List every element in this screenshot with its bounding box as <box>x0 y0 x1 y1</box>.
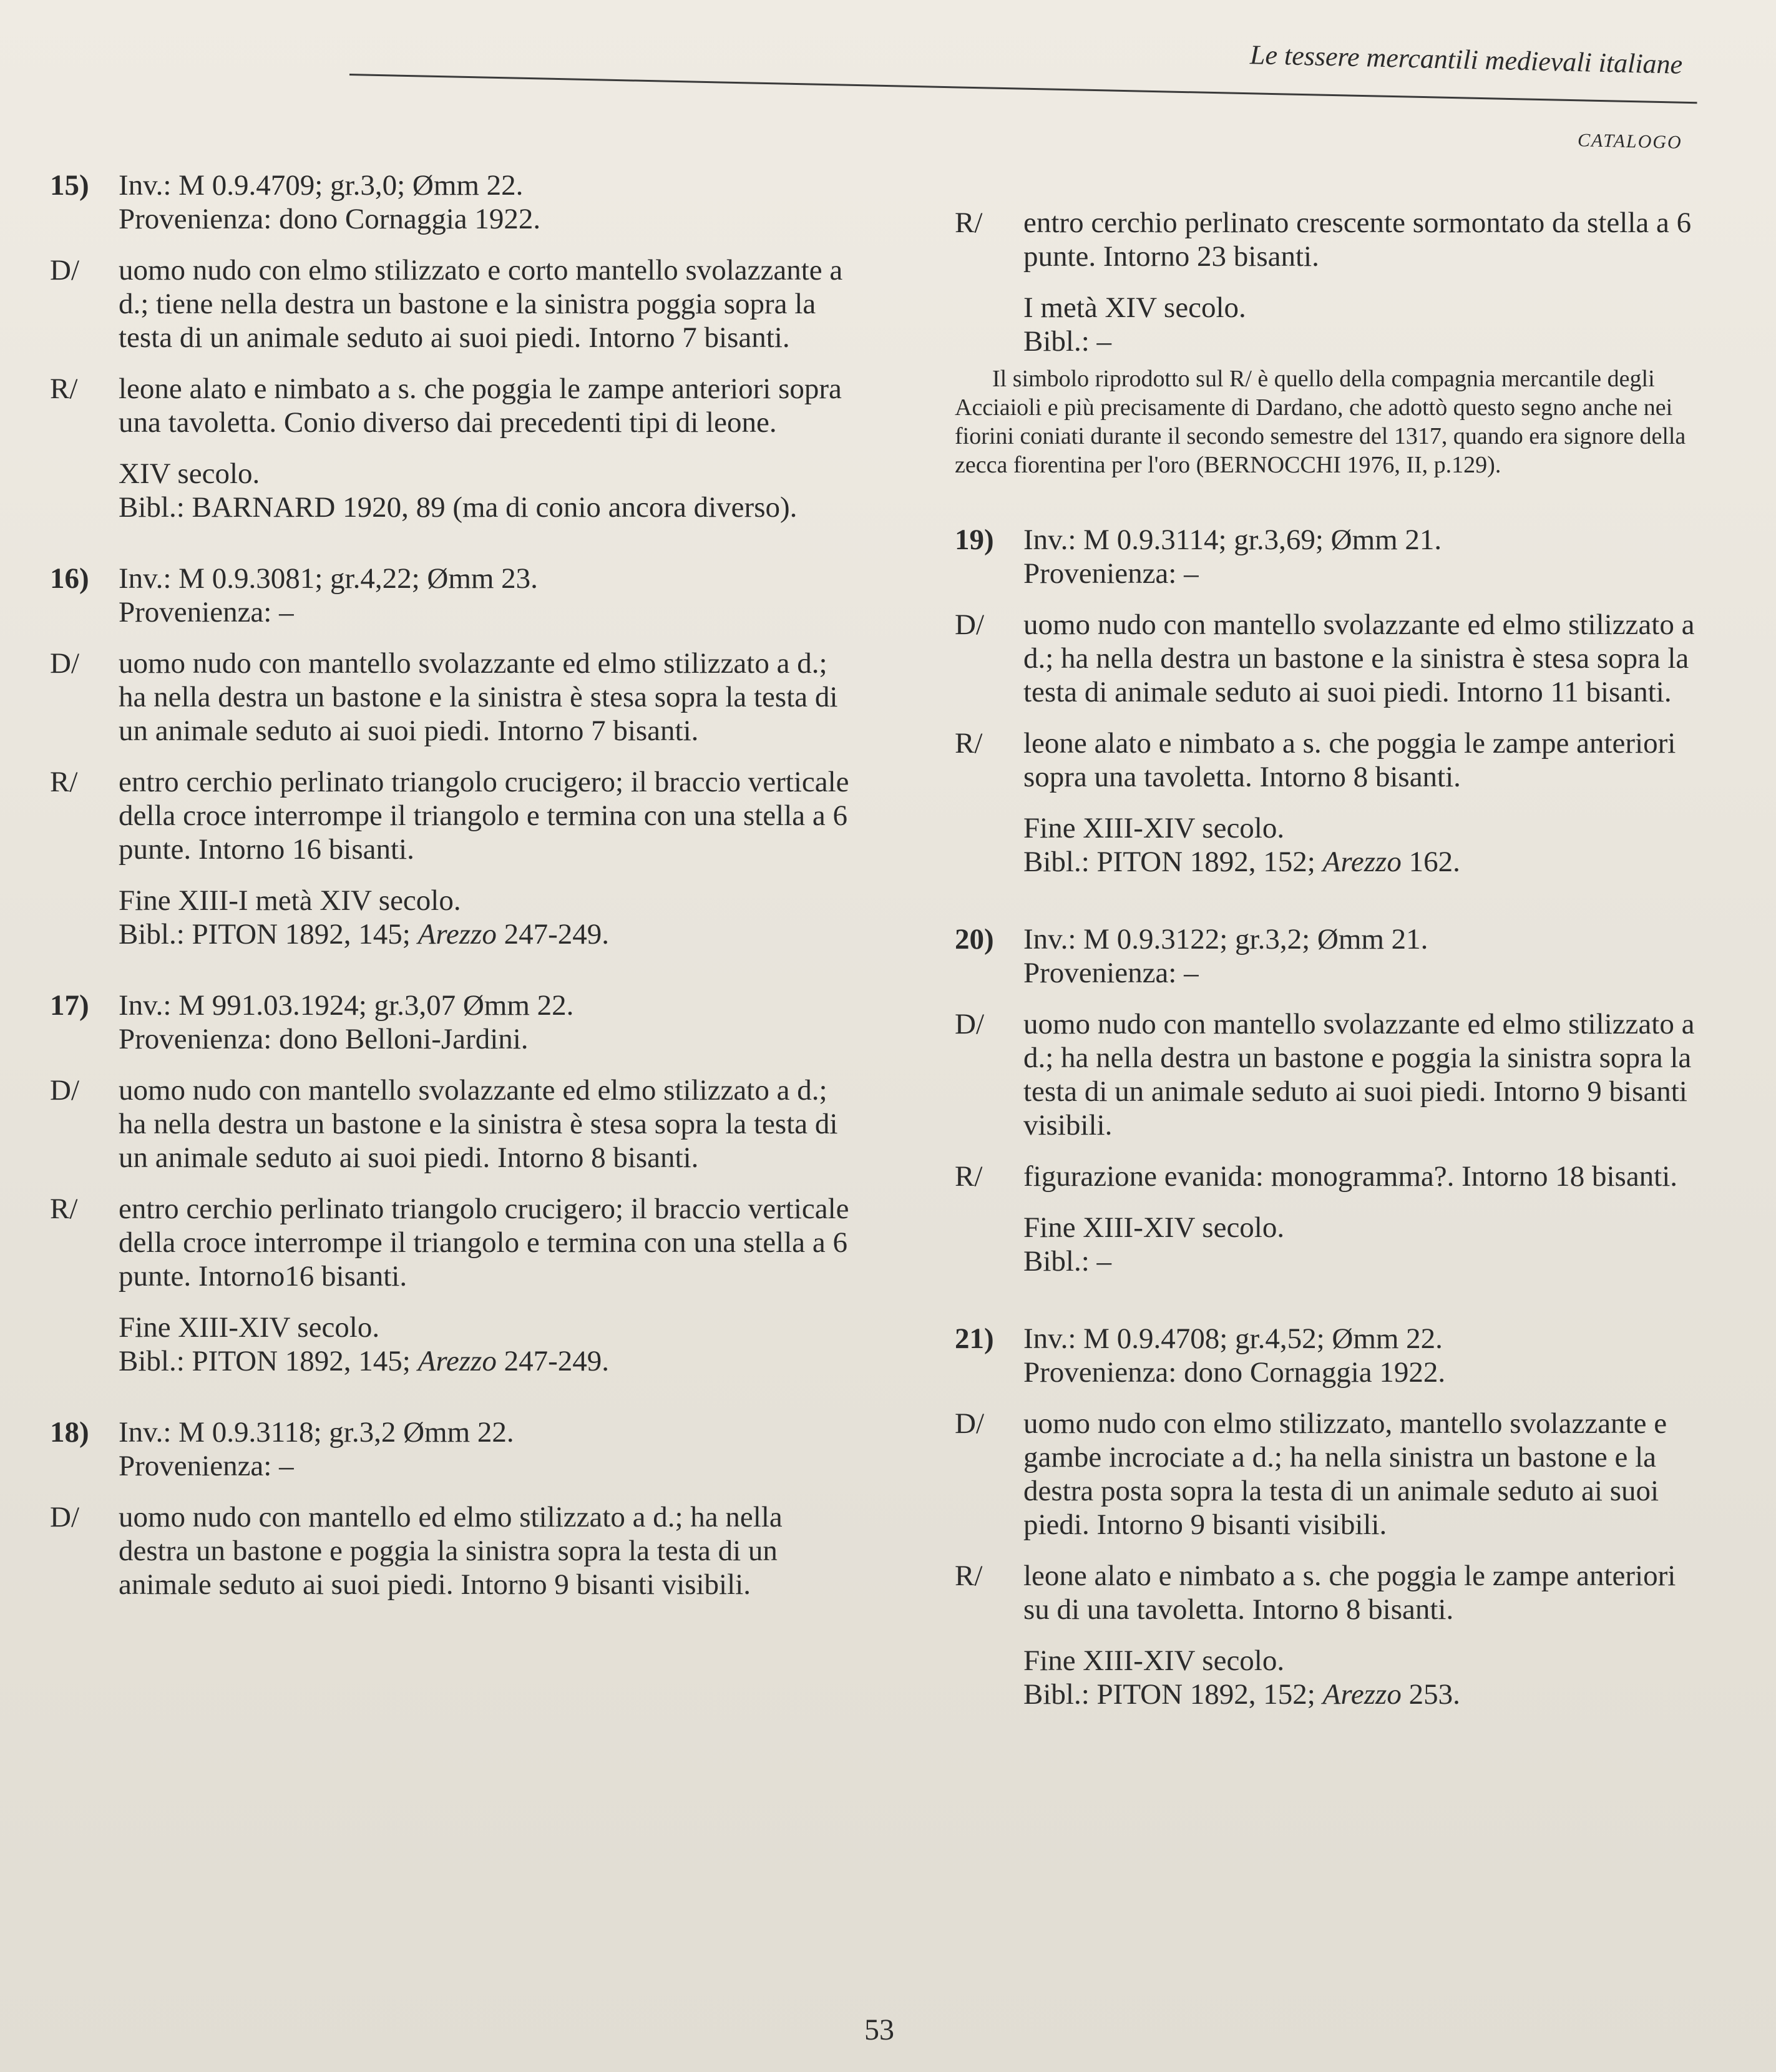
inventory-line: Inv.: M 0.9.3081; gr.4,22; Ømm 23. <box>119 562 538 595</box>
reverse-description: figurazione evanida: monogramma?. Intorno 18 bisanti. <box>1023 1160 1678 1193</box>
entry-number: 18) <box>50 1416 89 1449</box>
obverse-label: D/ <box>50 647 79 680</box>
reverse-label: R/ <box>955 1160 983 1193</box>
catalog-entry-19 <box>955 523 1704 879</box>
dating-line: Fine XIII-XIV secolo. <box>1023 1644 1285 1677</box>
inventory-line: Inv.: M 0.9.3118; gr.3,2 Ømm 22. <box>119 1416 514 1449</box>
inventory-line: Inv.: M 991.03.1924; gr.3,07 Ømm 22. <box>119 989 574 1022</box>
catalog-entry-20 <box>955 922 1704 1278</box>
obverse-label: D/ <box>955 1008 984 1040</box>
reverse-label: R/ <box>955 1560 983 1592</box>
inventory-line: Inv.: M 0.9.4709; gr.3,0; Ømm 22. <box>119 169 524 202</box>
inventory-line: Inv.: M 0.9.4708; gr.4,52; Ømm 22. <box>1023 1322 1443 1355</box>
bibliography-line: Bibl.: BARNARD 1920, 89 (ma di conio ancora diverso). <box>119 491 798 524</box>
bibliography-line: Bibl.: PITON 1892, 145; Arezzo 247-249. <box>119 1345 609 1377</box>
obverse-label: D/ <box>50 254 79 286</box>
bibliography-line: Bibl.: PITON 1892, 152; Arezzo 253. <box>1023 1678 1460 1711</box>
obverse-description: uomo nudo con mantello svolazzante ed elmo stilizzato a d.; ha nella destra un bastone e poggia la sinistra sopra la testa di un animale seduto ai suoi piedi. Intorno 9 bisanti visibili. <box>1023 1008 1695 1141</box>
dating-line: Fine XIII-XIV secolo. <box>1023 1211 1285 1244</box>
commentary-note: Il simbolo riprodotto sul R/ è quello della compagnia mercantile degli Acciaioli e più precisamente di Dardano, che adottò questo segno anche nei fiorini coniati durante il secondo semestre del 1317, quando era signore della zecca fiorentina per l'oro (BERNOCCHI 1976, II, p.129). <box>955 366 1686 478</box>
reverse-description: entro cerchio perlinato crescente sormontato da stella a 6 punte. Intorno 23 bisanti. <box>1023 207 1692 273</box>
catalog-entry-21 <box>955 1322 1704 1711</box>
page-number: 53 <box>864 2013 894 2046</box>
reverse-label: R/ <box>50 373 78 405</box>
dating-line: Fine XIII-I metà XIV secolo. <box>119 884 461 917</box>
obverse-description: uomo nudo con mantello svolazzante ed elmo stilizzato a d.; ha nella destra un bastone e la sinistra è stesa sopra la testa di un animale seduto ai suoi piedi. Intorno 8 bisanti. <box>119 1074 838 1174</box>
entry-number: 15) <box>50 169 89 202</box>
inventory-line: Inv.: M 0.9.3114; gr.3,69; Ømm 21. <box>1023 524 1442 556</box>
provenance-line: Provenienza: dono Cornaggia 1922. <box>119 203 541 235</box>
obverse-description: uomo nudo con mantello ed elmo stilizzato a d.; ha nella destra un bastone e poggia la sinistra sopra la testa di un animale seduto ai suoi piedi. Intorno 9 bisanti visibili. <box>119 1501 783 1601</box>
reverse-description: entro cerchio perlinato triangolo crucigero; il braccio verticale della croce interrompe il triangolo e termina con una stella a 6 punte. Intorno 16 bisanti. <box>119 766 849 866</box>
bibliography-line: Bibl.: PITON 1892, 145; Arezzo 247-249. <box>119 918 609 950</box>
obverse-label: D/ <box>50 1074 79 1107</box>
provenance-line: Provenienza: – <box>119 596 294 628</box>
right-column <box>955 206 1704 1755</box>
dating-line: Fine XIII-XIV secolo. <box>1023 812 1285 844</box>
dating-line: I metà XIV secolo. <box>1023 291 1246 324</box>
inventory-line: Inv.: M 0.9.3122; gr.3,2; Ømm 21. <box>1023 923 1428 955</box>
reverse-label: R/ <box>955 207 983 239</box>
obverse-label: D/ <box>955 1407 984 1440</box>
section-label: CATALOGO <box>1577 130 1683 153</box>
entry-number: 16) <box>50 562 89 595</box>
catalog-entry-16 <box>50 562 855 951</box>
reverse-description: leone alato e nimbato a s. che poggia le zampe anteriori sopra una tavoletta. Intorno 8 bisanti. <box>1023 727 1676 793</box>
obverse-label: D/ <box>955 608 984 641</box>
catalog-entry-15 <box>50 169 855 524</box>
obverse-description: uomo nudo con elmo stilizzato e corto mantello svolazzante a d.; tiene nella destra un bastone e la sinistra poggia sopra la testa di un animale seduto ai suoi piedi. Intorno 7 bisanti. <box>119 254 843 354</box>
reverse-description: leone alato e nimbato a s. che poggia le zampe anteriori su di una tavoletta. Intorno 8 bisanti. <box>1023 1560 1676 1626</box>
entry-number: 21) <box>955 1322 994 1355</box>
obverse-description: uomo nudo con elmo stilizzato, mantello svolazzante e gambe incrociate a d.; ha nella sinistra un bastone e la destra posta sopra la testa di un animale seduto ai suoi piedi. Intorno 9 bisanti visibili. <box>1023 1407 1667 1541</box>
header-rule <box>349 74 1697 104</box>
catalog-entry-18 <box>50 1415 855 1601</box>
entry-number: 17) <box>50 989 89 1022</box>
entry-number: 20) <box>955 923 994 955</box>
reverse-label: R/ <box>50 1193 78 1225</box>
provenance-line: Provenienza: – <box>1023 957 1199 989</box>
dating-line: Fine XIII-XIV secolo. <box>119 1311 380 1344</box>
reverse-label: R/ <box>50 766 78 798</box>
left-column <box>50 169 855 1639</box>
reverse-description: entro cerchio perlinato triangolo crucigero; il braccio verticale della croce interrompe il triangolo e termina con una stella a 6 punte. Intorno16 bisanti. <box>119 1193 849 1293</box>
obverse-description: uomo nudo con mantello svolazzante ed elmo stilizzato a d.; ha nella destra un bastone e la sinistra è stesa sopra la testa di un animale seduto ai suoi piedi. Intorno 7 bisanti. <box>119 647 838 747</box>
reverse-label: R/ <box>955 727 983 760</box>
bibliography-line: Bibl.: PITON 1892, 152; Arezzo 162. <box>1023 846 1460 878</box>
running-title: Le tessere mercantili medievali italiane <box>1249 39 1683 80</box>
bibliography-line: Bibl.: – <box>1023 325 1112 358</box>
provenance-line: Provenienza: – <box>119 1450 294 1482</box>
catalog-entry-18-continued <box>955 206 1704 479</box>
catalog-entry-17 <box>50 989 855 1378</box>
reverse-description: leone alato e nimbato a s. che poggia le zampe anteriori sopra una tavoletta. Conio diverso dai precedenti tipi di leone. <box>119 373 842 439</box>
bibliography-line: Bibl.: – <box>1023 1245 1112 1278</box>
obverse-description: uomo nudo con mantello svolazzante ed elmo stilizzato a d.; ha nella destra un bastone e la sinistra è stesa sopra la testa di animale seduto ai suoi piedi. Intorno 11 bisanti. <box>1023 608 1695 708</box>
provenance-line: Provenienza: dono Cornaggia 1922. <box>1023 1356 1446 1389</box>
dating-line: XIV secolo. <box>119 457 260 490</box>
provenance-line: Provenienza: – <box>1023 557 1199 590</box>
provenance-line: Provenienza: dono Belloni-Jardini. <box>119 1023 529 1055</box>
entry-number: 19) <box>955 524 994 556</box>
obverse-label: D/ <box>50 1501 79 1533</box>
